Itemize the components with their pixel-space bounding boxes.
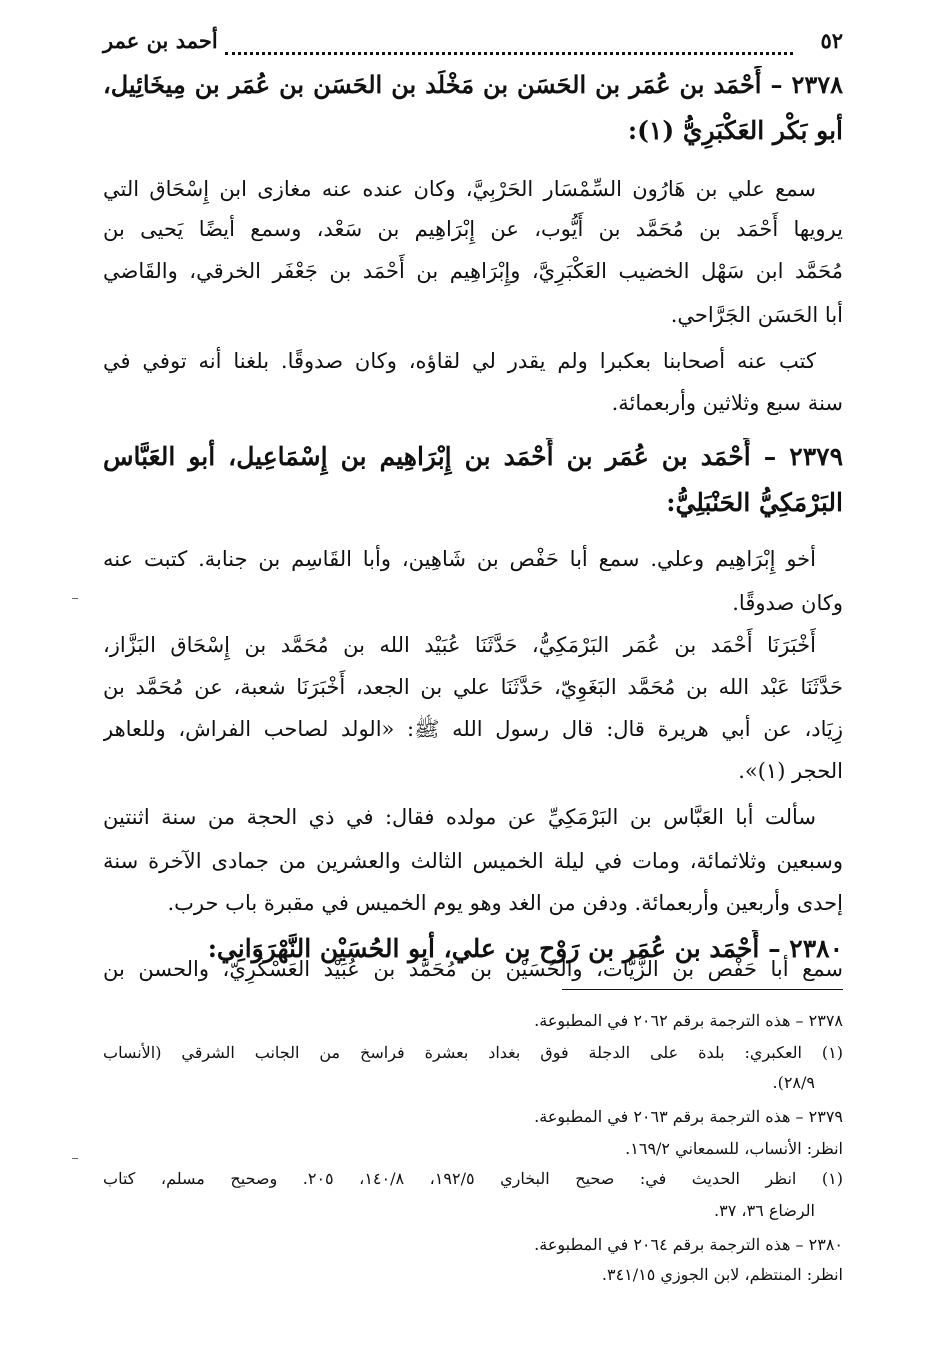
footnote-line: ٢٨/٩). xyxy=(772,1073,815,1092)
margin-mark xyxy=(72,1158,78,1159)
footnote-line: ٢٣٧٩ – هذه الترجمة برقم ٢٠٦٣ في المطبوعة. xyxy=(534,1107,843,1126)
page-number: ٥٢ xyxy=(820,28,843,53)
paragraph-line: سمع أبا حَفْص بن الزَّيَّات، والحُسَيْن بن مُحَمَّد بن عُبَيْد العَسْكَرِيّ، والحسن بن xyxy=(103,957,843,981)
paragraph-line: أبا الحَسَن الجَرَّاحي. xyxy=(670,303,843,327)
paragraph-line: وسبعين وثلاثمائة، ومات في ليلة الخميس الثالث والعشرين من جمادى الآخرة سنة xyxy=(103,849,843,873)
paragraph-line: زِيَاد، عن أبي هريرة قال: قال رسول الله ﷺ: «الولد لصاحب الفراش، وللعاهر xyxy=(103,717,843,741)
entry-heading: البَرْمَكِيُّ الحَنْبَلِيُّ: xyxy=(666,488,843,517)
running-title: أحمد بن عمر xyxy=(103,28,218,53)
paragraph-line: أخو إِبْرَاهِيم وعلي. سمع أبا حَفْص بن شَاهِين، وأبا القَاسِم بن جنابة. كتبت عنه xyxy=(103,547,816,571)
paragraph-line: كتب عنه أصحابنا بعكبرا ولم يقدر لي لقاؤه، وكان صدوقًا. بلغنا أنه توفي في xyxy=(103,349,816,373)
paragraph-line: سنة سبع وثلاثين وأربعمائة. xyxy=(611,391,843,415)
header-dotted-leader xyxy=(225,34,793,55)
footnote-line: الرضاع ٣٦، ٣٧. xyxy=(714,1201,815,1220)
running-header xyxy=(103,28,843,62)
paragraph-line: سألت أبا العَبَّاس بن البَرْمَكِيِّ عن مولده فقال: في ذي الحجة من سنة اثنتين xyxy=(103,805,816,829)
paragraph-line: حَدَّثَنَا عَبْد الله بن مُحَمَّد البَغَوِيّ، حَدَّثَنَا علي بن الجعد، أَخْبَرَنَا شعبة، عن مُحَمَّد بن xyxy=(103,675,843,699)
entry-heading: أبو بَكْر العَكْبَرِيُّ (١): xyxy=(627,116,843,145)
footnote-separator xyxy=(562,989,843,990)
paragraph-line: سمع علي بن هَارُون السِّمْسَار الحَرْبِيَّ، وكان عنده عنه مغازى ابن إِسْحَاق التي xyxy=(103,177,816,201)
paragraph-line: إحدى وأربعين وأربعمائة. ودفن من الغد وهو يوم الخميس في مقبرة باب حرب. xyxy=(167,891,843,915)
footnote-line: انظر: المنتظم، لابن الجوزي ٣٤١/١٥. xyxy=(601,1265,843,1284)
paragraph-line: وكان صدوقًا. xyxy=(732,591,843,615)
entry-heading: ٢٣٨٠ – أَحْمَد بن عُمَر بن رَوْح بن علي، أبو الحُسَيْن النَّهْرَوَانِي: xyxy=(207,934,843,963)
margin-mark xyxy=(72,598,78,599)
footnote-line: (١) انظر الحديث في: صحيح البخاري ١٩٢/٥، ١٤٠/٨، ٢٠٥. وصحيح مسلم، كتاب xyxy=(103,1169,843,1188)
paragraph-line: يرويها أَحْمَد بن مُحَمَّد بن أَيُّوب، عن إِبْرَاهِيم بن سَعْد، وسمع أيضًا يَحيى بن xyxy=(103,217,843,241)
footnote-line: ٢٣٨٠ – هذه الترجمة برقم ٢٠٦٤ في المطبوعة. xyxy=(534,1235,843,1254)
footnote-line: ٢٣٧٨ – هذه الترجمة برقم ٢٠٦٢ في المطبوعة. xyxy=(534,1011,843,1030)
paragraph-line: أَخْبَرَنَا أَحْمَد بن عُمَر البَرْمَكِيُّ، حَدَّثَنَا عُبَيْد الله بن مُحَمَّد بن إِسْحَاق البَزَّاز، xyxy=(103,633,816,657)
footnote-line: (١) العكبري: بلدة على الدجلة فوق بغداد بعشرة فراسخ من الجانب الشرقي (الأنساب xyxy=(103,1043,843,1062)
footnote-line: انظر: الأنساب، للسمعاني ١٦٩/٢. xyxy=(625,1139,843,1158)
entry-heading: ٢٣٧٩ – أَحْمَد بن عُمَر بن أَحْمَد بن إِبْرَاهِيم بن إِسْمَاعِيل، أبو العَبَّاس xyxy=(103,442,843,471)
entry-heading: ٢٣٧٨ – أَحْمَد بن عُمَر بن الحَسَن بن مَخْلَد بن الحَسَن بن عُمَر بن مِيخَائِيل، xyxy=(103,70,843,99)
paragraph-line: مُحَمَّد ابن سَهْل الخضيب العَكْبَرِيَّ، وإِبْرَاهِيم بن أَحْمَد بن جَعْفَر الخرقي، والقَاضي xyxy=(103,259,843,283)
paragraph-line: الحجر (١)». xyxy=(738,759,843,783)
